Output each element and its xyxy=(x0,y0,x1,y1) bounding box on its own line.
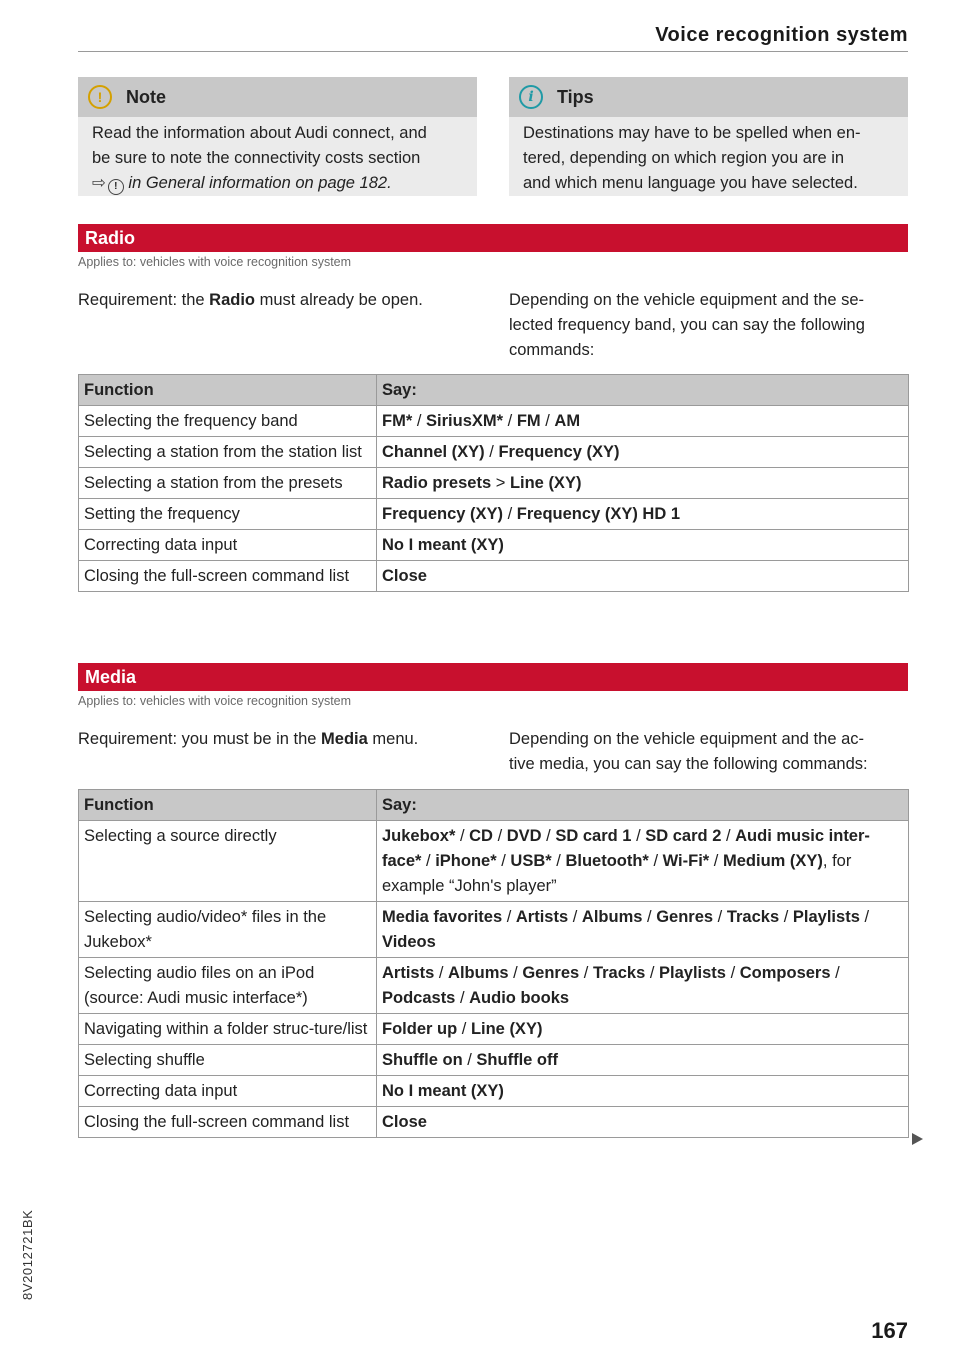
tips-line-3: and which menu language you have selected. xyxy=(523,174,858,192)
table-row xyxy=(79,1045,909,1076)
radio-req-bold: Radio xyxy=(209,291,255,309)
media-req-text-end: menu. xyxy=(367,730,419,748)
column-header-function: Function xyxy=(79,790,377,821)
say-cell xyxy=(377,1107,909,1138)
table-row xyxy=(79,1076,909,1107)
media-applies-note: Applies to: vehicles with voice recognition system xyxy=(78,694,352,708)
say-cell xyxy=(377,958,909,1014)
command-separator: / xyxy=(496,852,511,870)
column-header-function: Function xyxy=(79,375,377,406)
document-code: 8V2012721BK xyxy=(20,1209,35,1300)
voice-command: Close xyxy=(382,1113,427,1131)
note-page-reference[interactable] xyxy=(92,171,465,196)
warning-icon-small: ! xyxy=(108,179,124,195)
command-separator: / xyxy=(455,989,470,1007)
command-separator: / xyxy=(412,412,427,430)
column-header-say: Say: xyxy=(377,375,909,406)
table-row xyxy=(79,468,909,499)
command-separator: / xyxy=(568,908,582,926)
function-cell: Closing the full-screen command list xyxy=(79,1107,377,1138)
table-row xyxy=(79,406,909,437)
voice-command: FM* xyxy=(382,412,413,430)
voice-command: CD xyxy=(469,827,493,845)
voice-command: Channel (XY) xyxy=(382,443,485,461)
function-cell: Setting the frequency xyxy=(79,499,377,530)
command-separator: / xyxy=(725,964,740,982)
voice-command: Audi music inter-face* xyxy=(382,827,870,870)
function-cell: Selecting shuffle xyxy=(79,1045,377,1076)
say-cell xyxy=(377,530,909,561)
command-separator: / xyxy=(648,852,663,870)
function-cell: Navigating within a folder struc-ture/list xyxy=(79,1014,377,1045)
command-separator: / xyxy=(859,908,870,926)
say-cell xyxy=(377,468,909,499)
command-separator: / xyxy=(462,1051,477,1069)
say-cell xyxy=(377,1076,909,1107)
say-cell xyxy=(377,1014,909,1045)
voice-command: Artists xyxy=(515,908,569,926)
command-suffix: , for example “John's player” xyxy=(382,852,852,895)
radio-intro xyxy=(509,288,909,363)
info-icon: i xyxy=(519,85,543,109)
note-line-1: Read the information about Audi connect, and xyxy=(92,124,427,142)
table-row xyxy=(79,530,909,561)
command-separator: / xyxy=(709,852,723,870)
command-separator: / xyxy=(457,1020,471,1038)
say-cell xyxy=(377,499,909,530)
media-intro-line-1: Depending on the vehicle equipment and the ac- xyxy=(509,730,864,748)
tips-box-header xyxy=(509,77,908,117)
voice-command: Tracks xyxy=(592,964,646,982)
media-req-text: Requirement: you must be in the xyxy=(78,730,322,748)
command-separator: / xyxy=(540,412,555,430)
voice-command: Albums xyxy=(581,908,643,926)
command-separator: / xyxy=(642,908,657,926)
voice-command: Line (XY) xyxy=(470,1020,543,1038)
radio-intro-line-1: Depending on the vehicle equipment and the se- xyxy=(509,291,864,309)
voice-command: FM xyxy=(516,412,541,430)
voice-command: Frequency (XY) HD 1 xyxy=(516,505,681,523)
function-cell: Selecting a station from the station list xyxy=(79,437,377,468)
function-cell: Selecting a station from the presets xyxy=(79,468,377,499)
column-header-say: Say: xyxy=(377,790,909,821)
radio-intro-line-3: commands: xyxy=(509,341,595,359)
function-cell: Correcting data input xyxy=(79,1076,377,1107)
voice-command: Line (XY) xyxy=(509,474,582,492)
tips-line-1: Destinations may have to be spelled when en- xyxy=(523,124,861,142)
command-separator: / xyxy=(503,505,517,523)
radio-command-table xyxy=(78,374,909,592)
radio-req-text: Requirement: the xyxy=(78,291,210,309)
command-separator: / xyxy=(830,964,840,982)
voice-command: Artists xyxy=(382,964,435,982)
say-cell xyxy=(377,821,909,902)
say-cell xyxy=(377,902,909,958)
table-row xyxy=(79,1107,909,1138)
tips-box-title: Tips xyxy=(557,86,594,107)
function-cell: Selecting the frequency band xyxy=(79,406,377,437)
warning-icon: ! xyxy=(88,85,112,109)
voice-command: Radio presets xyxy=(382,474,492,492)
voice-command: Playlists xyxy=(792,908,860,926)
table-row xyxy=(79,902,909,958)
voice-command: No I meant (XY) xyxy=(382,536,504,554)
voice-command: Genres xyxy=(522,964,580,982)
voice-command: Folder up xyxy=(382,1020,458,1038)
note-reference-text: in General information on page 182. xyxy=(123,174,392,192)
note-box-body xyxy=(78,117,477,199)
table-row xyxy=(79,1014,909,1045)
command-separator: / xyxy=(579,964,593,982)
voice-command: Shuffle on xyxy=(382,1051,463,1069)
voice-command: AM xyxy=(554,412,581,430)
say-cell xyxy=(377,406,909,437)
voice-command: Albums xyxy=(448,964,509,982)
table-row xyxy=(79,437,909,468)
arrow-right-icon: ⇨ xyxy=(92,174,106,192)
voice-command: Playlists xyxy=(659,964,726,982)
voice-command: Videos xyxy=(382,933,436,951)
tips-box xyxy=(509,77,908,196)
radio-requirement xyxy=(78,288,423,313)
voice-command: SiriusXM* xyxy=(426,412,504,430)
voice-command: USB* xyxy=(510,852,552,870)
voice-command: Composers xyxy=(739,964,831,982)
table-row xyxy=(79,821,909,902)
table-row xyxy=(79,958,909,1014)
table-row xyxy=(79,499,909,530)
command-separator: / xyxy=(713,908,727,926)
note-box-title: Note xyxy=(126,86,166,107)
command-separator: / xyxy=(721,827,736,845)
table-header-row xyxy=(79,375,909,406)
command-separator: / xyxy=(421,852,436,870)
voice-command: SD card 2 xyxy=(645,827,722,845)
radio-req-text-end: must already be open. xyxy=(255,291,423,309)
page-header-title: Voice recognition system xyxy=(655,24,908,46)
voice-command: SD card 1 xyxy=(555,827,632,845)
command-separator: / xyxy=(492,827,507,845)
media-intro xyxy=(509,727,909,777)
voice-command: Tracks xyxy=(726,908,780,926)
say-cell xyxy=(377,437,909,468)
note-box-header xyxy=(78,77,477,117)
media-command-table xyxy=(78,789,909,1138)
radio-intro-line-2: lected frequency band, you can say the following xyxy=(509,316,865,334)
voice-command: Bluetooth* xyxy=(565,852,649,870)
function-cell: Selecting audio files on an iPod (source: Audi music interface*) xyxy=(79,958,377,1014)
say-cell xyxy=(377,1045,909,1076)
voice-command: No I meant (XY) xyxy=(382,1082,504,1100)
table-row xyxy=(79,561,909,592)
voice-command: Wi-Fi* xyxy=(662,852,710,870)
command-separator: / xyxy=(503,412,517,430)
command-separator: / xyxy=(508,964,523,982)
function-cell: Correcting data input xyxy=(79,530,377,561)
command-separator: / xyxy=(551,852,566,870)
voice-command: DVD xyxy=(506,827,542,845)
function-cell: Closing the full-screen command list xyxy=(79,561,377,592)
command-separator: / xyxy=(434,964,449,982)
media-req-bold: Media xyxy=(321,730,368,748)
media-intro-line-2: tive media, you can say the following commands: xyxy=(509,755,868,773)
media-section-heading: Media xyxy=(78,663,908,691)
note-line-2: be sure to note the connectivity costs section xyxy=(92,149,421,167)
command-separator: / xyxy=(779,908,793,926)
continue-arrow-icon xyxy=(912,1133,923,1145)
command-separator: / xyxy=(484,443,499,461)
voice-command: Podcasts xyxy=(382,989,456,1007)
say-cell xyxy=(377,561,909,592)
tips-box-body xyxy=(509,117,908,199)
command-separator: / xyxy=(502,908,516,926)
page-number: 167 xyxy=(871,1318,908,1343)
voice-command: Media favorites xyxy=(382,908,503,926)
function-cell: Selecting a source directly xyxy=(79,821,377,902)
voice-command: Frequency (XY) xyxy=(498,443,620,461)
voice-command: Close xyxy=(382,567,427,585)
voice-command: Frequency (XY) xyxy=(382,505,504,523)
radio-applies-note: Applies to: vehicles with voice recognition system xyxy=(78,255,352,269)
note-box xyxy=(78,77,477,196)
voice-command: Audio books xyxy=(469,989,570,1007)
voice-command: Shuffle off xyxy=(476,1051,558,1069)
radio-section-heading: Radio xyxy=(78,224,908,252)
tips-line-2: tered, depending on which region you are in xyxy=(523,149,845,167)
voice-command: Medium (XY) xyxy=(722,852,823,870)
command-separator: / xyxy=(631,827,646,845)
command-separator: > xyxy=(491,474,510,492)
voice-command: Genres xyxy=(656,908,714,926)
table-header-row xyxy=(79,790,909,821)
command-separator: / xyxy=(645,964,660,982)
voice-command: Jukebox* xyxy=(382,827,456,845)
function-cell: Selecting audio/video* files in the Jukebox* xyxy=(79,902,377,958)
command-separator: / xyxy=(541,827,556,845)
voice-command: iPhone* xyxy=(435,852,497,870)
header-divider xyxy=(78,51,908,52)
media-requirement xyxy=(78,727,418,752)
command-separator: / xyxy=(455,827,470,845)
